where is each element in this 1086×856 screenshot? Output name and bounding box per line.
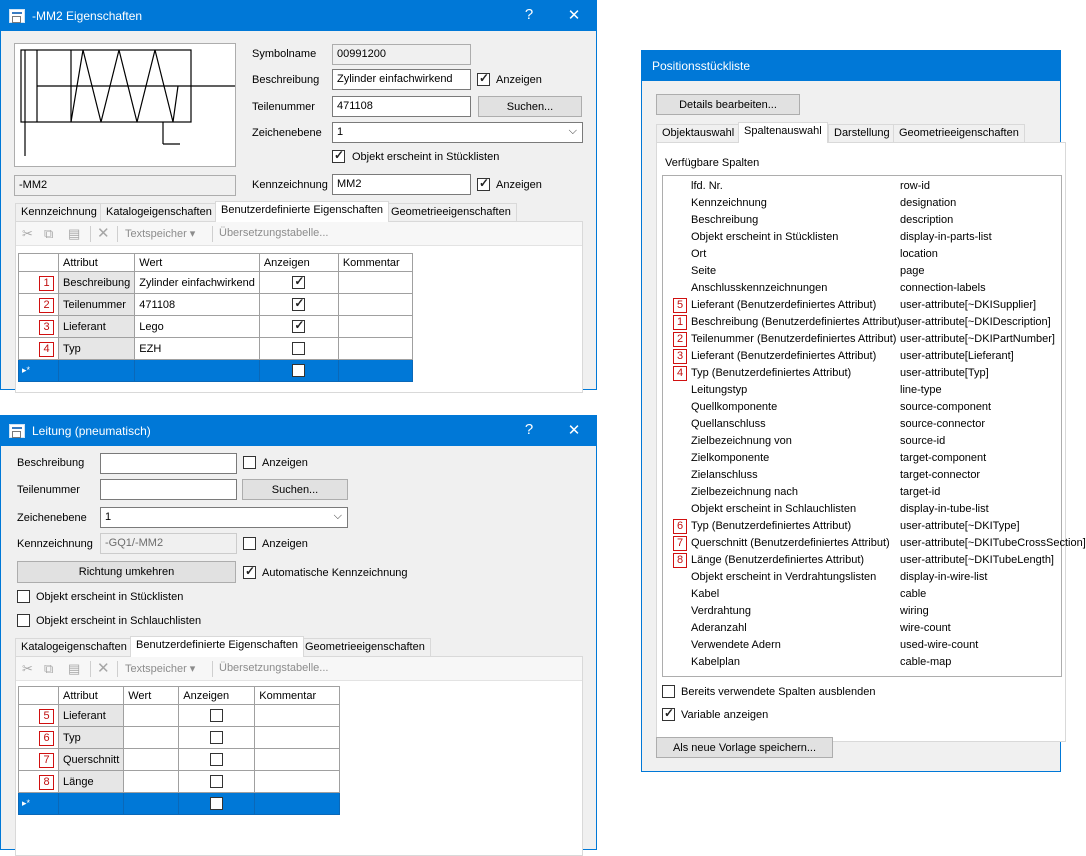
column-name: Beschreibung xyxy=(691,214,759,226)
title-bar xyxy=(1,416,596,446)
column-list-item[interactable] xyxy=(663,433,1061,450)
attr-cell[interactable]: Teilenummer xyxy=(59,294,135,316)
kommentar-cell[interactable] xyxy=(255,727,340,749)
beschreibung-field[interactable]: Zylinder einfachwirkend xyxy=(332,69,471,90)
uebersetzungstabelle-button[interactable]: Übersetzungstabelle... xyxy=(219,227,329,239)
custom-attributes-grid xyxy=(18,686,340,815)
custom-attributes-grid xyxy=(18,253,413,382)
tab-benutzerdefinierte-eigenschaften[interactable]: Benutzerdefinierte Eigenschaften xyxy=(130,636,304,657)
column-list-item[interactable] xyxy=(663,586,1061,603)
show-variable-label: Variable anzeigen xyxy=(681,709,769,721)
zeichenebene-value: 1 xyxy=(105,511,112,523)
new-row[interactable] xyxy=(19,793,340,815)
anzeigen-checkbox[interactable] xyxy=(292,342,305,355)
beschreibung-anzeigen-label: Anzeigen xyxy=(262,457,308,469)
column-name: Zielbezeichnung von xyxy=(691,435,792,447)
column-list-item[interactable] xyxy=(663,212,1061,229)
objekt-stueckliste-label: Objekt erscheint in Stücklisten xyxy=(36,591,184,603)
new-row[interactable] xyxy=(19,360,413,382)
custom-properties-toolbar xyxy=(16,222,582,246)
column-name: Zielanschluss xyxy=(691,469,758,481)
anzeigen-checkbox[interactable] xyxy=(210,753,223,766)
details-bearbeiten-button[interactable]: Details bearbeiten... xyxy=(656,94,800,115)
kennzeichnung-field: -GQ1/-MM2 xyxy=(100,533,237,554)
app-icon xyxy=(9,424,25,438)
window-title: Positionsstückliste xyxy=(652,59,751,73)
row-marker: 5 xyxy=(39,709,54,724)
attr-cell[interactable]: Typ xyxy=(59,338,135,360)
beschreibung-anzeigen-checkbox[interactable] xyxy=(243,456,256,469)
column-name: Quellkomponente xyxy=(691,401,778,413)
anzeigen-checkbox[interactable] xyxy=(210,709,223,722)
table-row[interactable] xyxy=(19,338,413,360)
title-bar xyxy=(642,51,1060,81)
close-button[interactable]: ✕ xyxy=(567,422,581,439)
column-name: Kabelplan xyxy=(691,656,740,668)
column-variable: target-connector xyxy=(900,469,981,481)
column-list-item[interactable] xyxy=(663,603,1061,620)
column-variable: display-in-parts-list xyxy=(900,231,992,243)
new-row-marker: ▸* xyxy=(19,793,59,815)
column-name: Länge (Benutzerdefiniertes Attribut) xyxy=(691,554,865,566)
column-variable: target-component xyxy=(900,452,987,464)
copy-icon[interactable]: ⧉ xyxy=(44,661,54,676)
col-header-wert[interactable]: Wert xyxy=(124,687,179,705)
wert-cell[interactable] xyxy=(124,771,179,793)
column-list-item[interactable] xyxy=(663,195,1061,212)
objekt-stueckliste-label: Objekt erscheint in Stücklisten xyxy=(352,151,500,163)
column-list-item[interactable] xyxy=(663,620,1061,637)
attr-cell[interactable]: Lieferant xyxy=(59,316,135,338)
row-marker: 3 xyxy=(673,349,687,364)
column-list-item[interactable] xyxy=(663,399,1061,416)
symbol-preview xyxy=(14,43,236,167)
chevron-down-icon: ⌵ xyxy=(333,510,342,522)
textspeicher-dropdown[interactable]: Textspeicher ▾ xyxy=(125,663,196,675)
kommentar-cell[interactable] xyxy=(338,294,412,316)
tab-benutzerdefinierte-eigenschaften[interactable]: Benutzerdefinierte Eigenschaften xyxy=(215,201,389,222)
attr-cell[interactable]: Querschnitt xyxy=(59,749,124,771)
column-list-item[interactable] xyxy=(663,501,1061,518)
spaltenauswahl-panel xyxy=(656,142,1086,742)
column-list-item[interactable] xyxy=(663,348,1061,365)
column-list-item[interactable] xyxy=(663,280,1061,297)
column-list-item[interactable] xyxy=(663,229,1061,246)
available-columns-list[interactable] xyxy=(662,175,1086,677)
kennzeichnung-anzeigen-label: Anzeigen xyxy=(262,538,308,550)
richtung-umkehren-button[interactable]: Richtung umkehren xyxy=(17,561,236,583)
column-name: Objekt erscheint in Schlauchlisten xyxy=(691,503,857,515)
row-marker: 6 xyxy=(39,731,54,746)
app-icon xyxy=(9,9,25,23)
column-name: Kabel xyxy=(691,588,720,600)
column-name: Lieferant (Benutzerdefiniertes Attribut) xyxy=(691,299,877,311)
column-variable: target-id xyxy=(900,486,941,498)
show-variable-checkbox[interactable] xyxy=(662,708,675,721)
tab-geometrieeigenschaften[interactable]: Geometrieeigenschaften xyxy=(299,638,431,656)
table-row[interactable] xyxy=(19,771,340,793)
mm2-properties-window xyxy=(0,0,597,390)
column-name: Beschreibung (Benutzerdefiniertes Attribut) xyxy=(691,316,901,328)
cylinder-symbol-graphic xyxy=(15,44,235,166)
teilenummer-label: Teilenummer xyxy=(252,101,315,113)
col-header-anzeigen[interactable]: Anzeigen xyxy=(259,254,338,272)
kennzeichnung-label: Kennzeichnung xyxy=(17,538,93,550)
column-variable: user-attribute[~DKIPartNumber] xyxy=(900,333,1055,345)
column-list-item[interactable] xyxy=(663,467,1061,484)
help-button[interactable]: ? xyxy=(524,6,534,23)
kommentar-cell[interactable] xyxy=(338,316,412,338)
tab-geometrieeigenschaften[interactable]: Geometrieeigenschaften xyxy=(893,124,1025,142)
window-title: Leitung (pneumatisch) xyxy=(32,424,151,438)
teilenummer-label: Teilenummer xyxy=(17,484,80,496)
column-name: Ort xyxy=(691,248,707,260)
anzeigen-checkbox[interactable] xyxy=(292,320,305,333)
column-list-item[interactable] xyxy=(663,382,1061,399)
column-name: Typ (Benutzerdefiniertes Attribut) xyxy=(691,520,852,532)
anzeigen-checkbox[interactable] xyxy=(210,797,223,810)
column-variable: user-attribute[~DKISupplier] xyxy=(900,299,1037,311)
column-list-item[interactable] xyxy=(663,535,1086,552)
kommentar-cell[interactable] xyxy=(255,749,340,771)
objekt-stueckliste-checkbox[interactable] xyxy=(332,150,345,163)
column-variable: line-type xyxy=(900,384,942,396)
custom-properties-panel xyxy=(15,656,583,856)
column-list-item[interactable] xyxy=(663,365,1061,382)
table-row[interactable] xyxy=(19,294,413,316)
column-variable: description xyxy=(900,214,954,226)
wert-cell[interactable] xyxy=(124,705,179,727)
attr-cell[interactable]: Lieferant xyxy=(59,705,124,727)
row-marker: 4 xyxy=(39,342,54,357)
table-row[interactable] xyxy=(19,705,340,727)
table-row[interactable] xyxy=(19,272,413,294)
beschreibung-field[interactable] xyxy=(100,453,237,474)
hide-used-columns-checkbox[interactable] xyxy=(662,685,675,698)
column-list-item[interactable] xyxy=(663,637,1061,654)
beschreibung-label: Beschreibung xyxy=(252,74,320,86)
column-variable: user-attribute[~DKITubeLength] xyxy=(900,554,1054,566)
row-marker: 4 xyxy=(673,366,687,381)
anzeigen-checkbox[interactable] xyxy=(210,775,223,788)
uebersetzungstabelle-button[interactable]: Übersetzungstabelle... xyxy=(219,662,329,674)
column-list-item[interactable] xyxy=(663,246,1061,263)
table-row[interactable] xyxy=(19,749,340,771)
zeichenebene-select[interactable] xyxy=(332,122,583,143)
anzeigen-checkbox[interactable] xyxy=(292,364,305,377)
teilenummer-field[interactable]: 471108 xyxy=(332,96,471,117)
title-bar xyxy=(1,1,596,31)
column-variable: wiring xyxy=(900,605,929,617)
column-list-item[interactable] xyxy=(663,518,1061,535)
beschreibung-anzeigen-label: Anzeigen xyxy=(496,74,542,86)
help-button[interactable]: ? xyxy=(524,421,534,438)
column-name: Aderanzahl xyxy=(691,622,747,634)
column-name: Seite xyxy=(691,265,717,277)
table-row[interactable] xyxy=(19,316,413,338)
column-variable: location xyxy=(900,248,938,260)
row-marker: 6 xyxy=(673,519,687,534)
column-name: Verdrahtung xyxy=(691,605,751,617)
kommentar-cell[interactable] xyxy=(338,272,412,294)
zeichenebene-select[interactable] xyxy=(100,507,348,528)
tab-kennzeichnung[interactable]: Kennzeichnung xyxy=(15,203,103,221)
column-list-item[interactable] xyxy=(663,654,1061,671)
column-variable: source-id xyxy=(900,435,946,447)
column-name: Leitungstyp xyxy=(691,384,748,396)
row-marker: 3 xyxy=(39,320,54,335)
delete-icon[interactable]: ✕ xyxy=(97,660,110,677)
col-header-attribut[interactable]: Attribut xyxy=(59,687,124,705)
column-name: Teilenummer (Benutzerdefiniertes Attribut) xyxy=(691,333,897,345)
anzeigen-checkbox[interactable] xyxy=(292,298,305,311)
zeichenebene-value: 1 xyxy=(337,126,344,138)
save-template-button[interactable]: Als neue Vorlage speichern... xyxy=(656,737,833,758)
row-marker: 2 xyxy=(39,298,54,313)
kennzeichnung-label: Kennzeichnung xyxy=(252,179,328,191)
column-list-item[interactable] xyxy=(663,314,1061,331)
column-variable: cable xyxy=(900,588,927,600)
column-name: Objekt erscheint in Verdrahtungslisten xyxy=(691,571,877,583)
symbolname-label: Symbolname xyxy=(252,48,317,60)
beschreibung-label: Beschreibung xyxy=(17,457,85,469)
attr-cell[interactable]: Typ xyxy=(59,727,124,749)
column-variable: user-attribute[~DKITubeCrossSection] xyxy=(900,537,1086,549)
table-row[interactable] xyxy=(19,727,340,749)
col-header-wert[interactable]: Wert xyxy=(135,254,260,272)
paste-icon[interactable]: ▤ xyxy=(68,226,81,241)
tab-geometrieeigenschaften[interactable]: Geometrieeigenschaften xyxy=(385,203,517,221)
properties-tabs xyxy=(15,636,435,656)
kennzeichnung-anzeigen-checkbox[interactable] xyxy=(477,178,490,191)
positionsstueckliste-window xyxy=(641,50,1086,772)
column-list-item[interactable] xyxy=(663,450,1061,467)
tab-katalogeigenschaften[interactable]: Katalogeigenschaften xyxy=(100,203,218,221)
tab-objektauswahl[interactable]: Objektauswahl xyxy=(656,124,740,142)
row-marker: 1 xyxy=(673,315,687,330)
wert-cell[interactable] xyxy=(124,749,179,771)
leitung-properties-window xyxy=(0,415,597,850)
copy-icon[interactable]: ⧉ xyxy=(44,226,54,241)
column-variable: user-attribute[Typ] xyxy=(900,367,989,379)
textspeicher-dropdown[interactable]: Textspeicher ▾ xyxy=(125,228,196,240)
kennzeichnung-field[interactable]: MM2 xyxy=(332,174,471,195)
row-marker: 8 xyxy=(39,775,54,790)
kommentar-cell[interactable] xyxy=(338,338,412,360)
column-name: Typ (Benutzerdefiniertes Attribut) xyxy=(691,367,852,379)
row-marker: 1 xyxy=(39,276,54,291)
custom-properties-panel xyxy=(15,221,583,393)
column-variable: source-component xyxy=(900,401,992,413)
col-header-attribut[interactable]: Attribut xyxy=(59,254,135,272)
zeichenebene-label: Zeichenebene xyxy=(252,127,322,139)
anzeigen-checkbox[interactable] xyxy=(210,731,223,744)
column-name: Lieferant (Benutzerdefiniertes Attribut) xyxy=(691,350,877,362)
hide-used-columns-label: Bereits verwendete Spalten ausblenden xyxy=(681,686,876,698)
row-marker: 2 xyxy=(673,332,687,347)
wert-cell[interactable]: 471108 xyxy=(135,294,260,316)
zeichenebene-label: Zeichenebene xyxy=(17,512,87,524)
column-list-item[interactable] xyxy=(663,263,1061,280)
column-variable: display-in-tube-list xyxy=(900,503,989,515)
properties-tabs xyxy=(15,201,515,221)
column-variable: connection-labels xyxy=(900,282,986,294)
tab-darstellung[interactable]: Darstellung xyxy=(828,124,896,142)
row-marker: 8 xyxy=(673,553,687,568)
suchen-button[interactable]: Suchen... xyxy=(242,479,348,500)
cut-icon[interactable]: ✂ xyxy=(22,226,33,241)
column-name: Zielkomponente xyxy=(691,452,770,464)
tab-spaltenauswahl[interactable]: Spaltenauswahl xyxy=(738,122,828,143)
beschreibung-anzeigen-checkbox[interactable] xyxy=(477,73,490,86)
chevron-down-icon: ⌵ xyxy=(568,125,577,137)
column-name: Zielbezeichnung nach xyxy=(691,486,799,498)
delete-icon[interactable]: ✕ xyxy=(97,225,110,242)
kennzeichnung-anzeigen-checkbox[interactable] xyxy=(243,537,256,550)
column-variable: used-wire-count xyxy=(900,639,979,651)
column-variable: display-in-wire-list xyxy=(900,571,988,583)
symbolname-field: 00991200 xyxy=(332,44,471,65)
column-variable: page xyxy=(900,265,925,277)
verfuegbare-spalten-label: Verfügbare Spalten xyxy=(665,157,760,169)
objekt-schlauchliste-checkbox[interactable] xyxy=(17,614,30,627)
row-marker: 7 xyxy=(673,536,687,551)
column-name: Kennzeichnung xyxy=(691,197,767,209)
wert-cell[interactable]: Zylinder einfachwirkend xyxy=(135,272,260,294)
auto-kennzeichnung-label: Automatische Kennzeichnung xyxy=(262,567,408,579)
attr-cell[interactable]: Beschreibung xyxy=(59,272,135,294)
column-variable: designation xyxy=(900,197,957,209)
paste-icon[interactable]: ▤ xyxy=(68,661,81,676)
column-name: lfd. Nr. xyxy=(691,180,723,192)
close-button[interactable]: ✕ xyxy=(567,7,581,24)
kommentar-cell[interactable] xyxy=(255,705,340,727)
col-header-anzeigen[interactable]: Anzeigen xyxy=(179,687,255,705)
column-name: Quellanschluss xyxy=(691,418,766,430)
column-variable: wire-count xyxy=(900,622,951,634)
column-variable: row-id xyxy=(900,180,930,192)
objekt-schlauchliste-label: Objekt erscheint in Schlauchlisten xyxy=(36,615,202,627)
row-marker: 5 xyxy=(673,298,687,313)
objekt-stueckliste-checkbox[interactable] xyxy=(17,590,30,603)
suchen-button[interactable]: Suchen... xyxy=(478,96,582,117)
wert-cell[interactable]: EZH xyxy=(135,338,260,360)
column-list-item[interactable] xyxy=(663,569,1061,586)
column-variable: user-attribute[Lieferant] xyxy=(900,350,1014,362)
custom-properties-toolbar xyxy=(16,657,582,681)
column-list-item[interactable] xyxy=(663,331,1061,348)
column-list-item[interactable] xyxy=(663,297,1061,314)
anzeigen-checkbox[interactable] xyxy=(292,276,305,289)
cut-icon[interactable]: ✂ xyxy=(22,661,33,676)
column-variable: cable-map xyxy=(900,656,952,668)
tab-katalogeigenschaften[interactable]: Katalogeigenschaften xyxy=(15,638,133,656)
new-row-marker: ▸* xyxy=(19,360,59,382)
column-variable: user-attribute[~DKIDescription] xyxy=(900,316,1051,328)
attr-cell[interactable]: Länge xyxy=(59,771,124,793)
teilenummer-field[interactable] xyxy=(100,479,237,500)
column-name: Querschnitt (Benutzerdefiniertes Attribut) xyxy=(691,537,890,549)
wert-cell[interactable]: Lego xyxy=(135,316,260,338)
column-name: Verwendete Adern xyxy=(691,639,781,651)
settings-tabs xyxy=(656,122,1056,142)
column-list-item[interactable] xyxy=(663,416,1061,433)
column-variable: user-attribute[~DKIType] xyxy=(900,520,1020,532)
wert-cell[interactable] xyxy=(124,727,179,749)
column-list-item[interactable] xyxy=(663,178,1061,195)
column-list-item[interactable] xyxy=(663,484,1061,501)
col-header-kommentar[interactable]: Kommentar xyxy=(338,254,412,272)
column-variable: source-connector xyxy=(900,418,985,430)
column-name: Objekt erscheint in Stücklisten xyxy=(691,231,839,243)
column-name: Anschlusskennzeichnungen xyxy=(691,282,828,294)
window-title: -MM2 Eigenschaften xyxy=(32,9,143,23)
kommentar-cell[interactable] xyxy=(255,771,340,793)
row-marker: 7 xyxy=(39,753,54,768)
col-header-kommentar[interactable]: Kommentar xyxy=(255,687,340,705)
designation-caption: -MM2 xyxy=(14,175,236,196)
column-list-item[interactable] xyxy=(663,552,1061,569)
auto-kennzeichnung-checkbox[interactable] xyxy=(243,566,256,579)
kennzeichnung-anzeigen-label: Anzeigen xyxy=(496,179,542,191)
